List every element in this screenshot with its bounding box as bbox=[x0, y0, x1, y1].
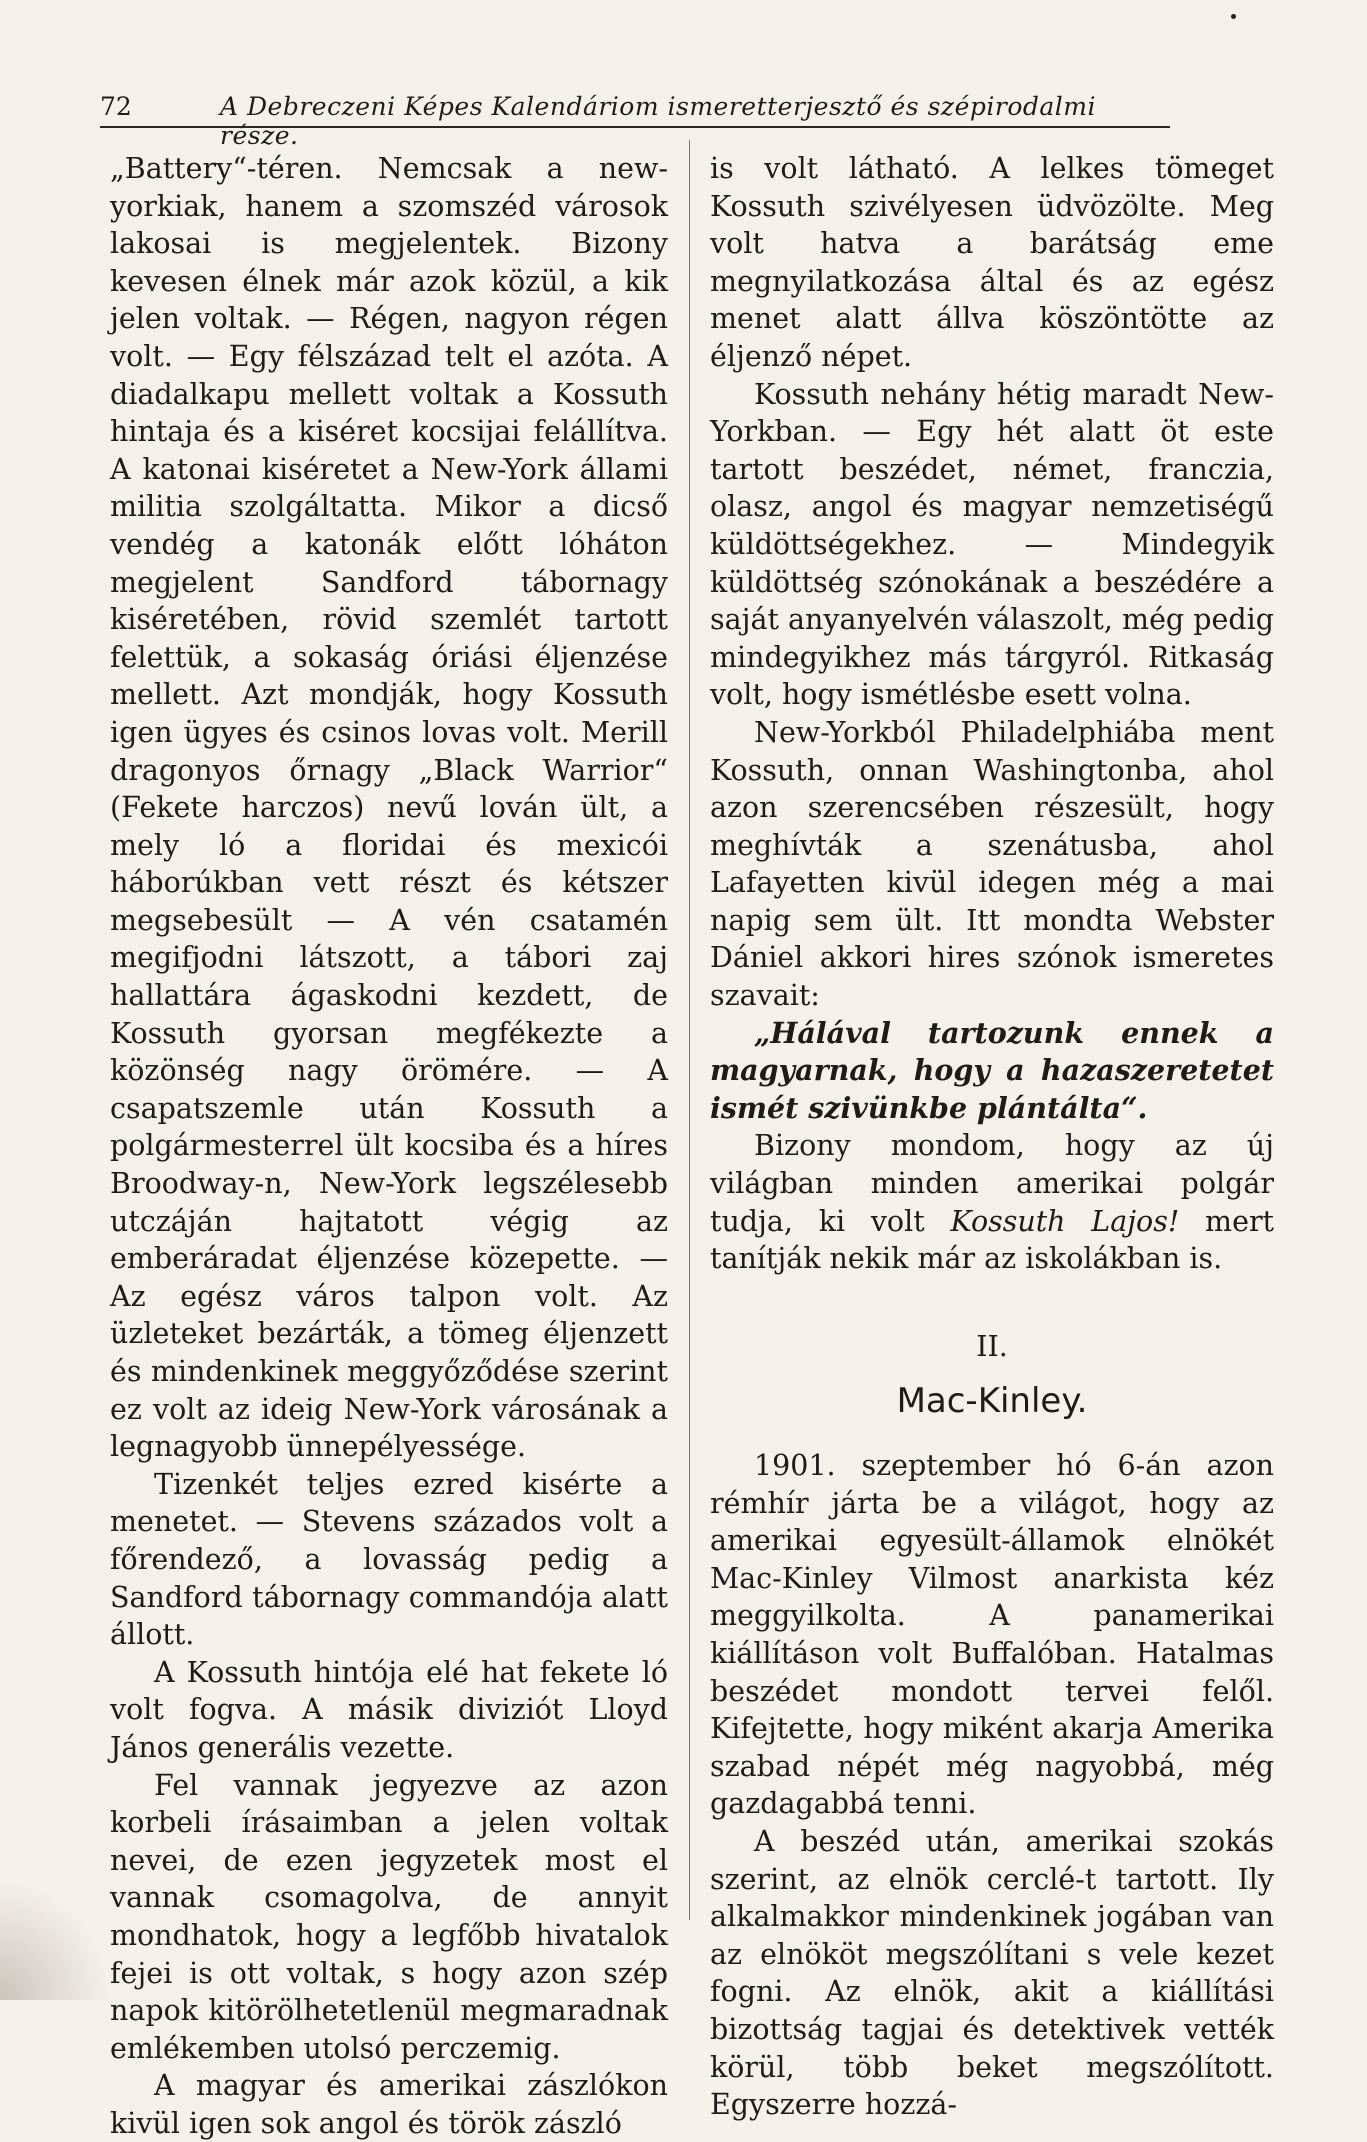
column-divider bbox=[689, 140, 690, 1920]
section-number: II. bbox=[976, 1329, 1008, 1363]
right-column bbox=[710, 150, 1274, 2124]
kossuth-name: Kossuth Lajos! bbox=[950, 1204, 1180, 1238]
paragraph: New-Yorkból Philadelphiába ment Kossuth, onnan Washingtonba, ahol azon szerencsében részesült, hogy meghívták a szenátusba, ahol Lafayetten kivül idegen még a mai napig sem ült. Itt mondta Webster Dániel akkori hires szónok ismeretes szavait: bbox=[710, 715, 1274, 1013]
webster-quote: „Hálával tartozunk ennek a magyarnak, hogy a hazaszeretetet ismét szivünkbe plántálta“. bbox=[710, 1015, 1274, 1125]
text-run: mert tanítják nekik már az iskolákban is. bbox=[710, 1204, 1275, 1276]
paragraph: A magyar és amerikai zászlókon kivül igen sok angol és török zászló bbox=[110, 2069, 668, 2140]
paragraph: A Kossuth hintója elé hat fekete ló volt fogva. A másik diviziót Lloyd János generális vezette. bbox=[110, 1655, 668, 1764]
left-column bbox=[110, 150, 668, 2142]
paragraph: is volt látható. A lelkes tömeget Kossuth szivélyesen üdvözölte. Meg volt hatva a barátság eme megnyilatkozása által és az egész menet alatt állva köszöntötte az éljenző népet. bbox=[710, 152, 1274, 373]
running-title: A Debreczeni Képes Kalendáriom ismeretterjesztő és szépirodalmi része. bbox=[220, 92, 1096, 150]
page-smudge bbox=[0, 1880, 110, 2000]
page-header bbox=[100, 86, 1170, 150]
paragraph: Kossuth nehány hétig maradt New-Yorkban. — Egy hét alatt öt este tartott beszédet, német, franczia, olasz, angol és magyar nemzetiségű küldöttségekhez. — Mindegyik küldöttség szónokának a beszédére a saját anyanyelvén válaszolt, még pedig mindegyikhez más tárgyról. Ritkaság volt, hogy ismétlésbe esett volna. bbox=[710, 377, 1274, 712]
ink-speck bbox=[1231, 14, 1236, 19]
paragraph: 1901. szeptember hó 6-án azon rémhír járta be a világot, hogy az amerikai egyesült-államok elnökét Mac-Kinley Vilmost anarkista kéz meggyilkolta. A panamerikai kiállításon volt Buffalóban. Hatalmas beszédet mondott tervei felől. Kifejtette, hogy miként akarja Amerika szabad népét még nagyobbá, még gazdagabbá tenni. bbox=[710, 1449, 1274, 1821]
paragraph bbox=[710, 1127, 1274, 1277]
paragraph: „Battery“-téren. Nemcsak a new-yorkiak, hanem a szomszéd városok lakosai is megjelentek. Bizony kevesen élnek már azok közül, a kik jelen voltak. — Régen, nagyon régen volt. — Egy félszázad telt el azóta. A diadalkapu mellett voltak a Kossuth hintaja és a kiséret kocsijai felállítva. A katonai kiséretet a New-York állami militia szolgáltatta. Mikor a dicső vendég a katonák előtt lóháton megjelent Sandford tábornagy kiséretében, rövid szemlét tartott felettük, a sokaság óriási éljenzése mellett. Azt mondják, hogy Kossuth igen ügyes és csinos lovas volt. Merill dragonyos őrnagy „Black Warrior“ (Fekete harczos) nevű lován ült, a mely ló a floridai és mexicói háborúkban vett részt és kétszer megsebesült — A vén csatamén megifjodni látszott, a tábori zaj hallattára ágaskodni kezdett, de Kossuth gyorsan megfékezte a közönség nagy örömére. — A csapatszemle után Kossuth a polgármesterrel ült kocsiba és a híres Broodway-n, New-York legszélesebb utczáján hajtatott végig az emberáradat éljenzése közepette. — Az egész város talpon volt. Az üzleteket bezárták, a tömeg éljenzett és mindenkinek meggyőződése szerint ez volt az ideig New-York városának a legnagyobb ünnepélyessége. bbox=[110, 152, 668, 1464]
page-number: 72 bbox=[100, 92, 132, 121]
text-run: Bizony mondom, hogy az új világban minden amerikai polgár tudja, ki volt bbox=[710, 1129, 1274, 1238]
paragraph: Tizenkét teljes ezred kisérte a menetet. — Stevens százados volt a főrendező, a lovasság pedig a Sandford tábornagy commandója alatt állott. bbox=[110, 1467, 668, 1652]
section-title: Mac-Kinley. bbox=[896, 1381, 1088, 1422]
paragraph: Fel vannak jegyezve az azon korbeli írásaimban a jelen voltak nevei, de ezen jegyzetek most el vannak csomagolva, de annyit mondhatok, hogy a legfőbb hivatalok fejei is ott voltak, s hogy azon szép napok kitörölhetetlenül megmaradnak emlékemben utolsó perczemig. bbox=[110, 1768, 668, 2065]
paragraph: A beszéd után, amerikai szokás szerint, az elnök cerclé-t tartott. Ily alkalmakkor mindenkinek jogában van az elnököt megszólítani s vele kezet fogni. Az elnök, akit a kiállítási bizottság tagjai és detektivek vették körül, több beket megszólított. Egyszerre hozzá- bbox=[710, 1824, 1274, 2122]
